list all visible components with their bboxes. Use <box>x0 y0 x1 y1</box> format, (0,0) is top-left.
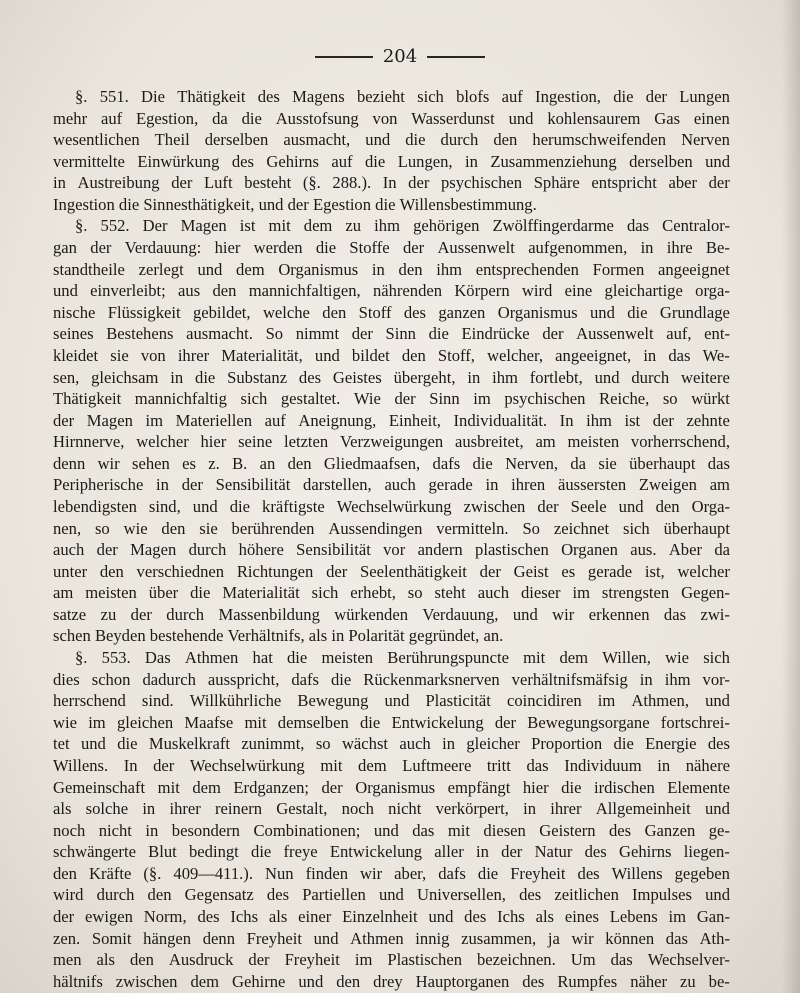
text-line: kleidet sie von ihrer Materialität, und bildet den Stoff, welcher, angeeignet, in das We- <box>53 345 730 365</box>
page-number: 204 <box>382 46 418 67</box>
text-line: dies schon dadurch ausspricht, dafs die Rückenmarksnerven verhältnifsmäfsig in ihm vor- <box>53 669 730 689</box>
text-line: Thätigkeit mannichfaltig sich gestaltet. Wie der Sinn im psychischen Reiche, so würkt <box>53 389 730 409</box>
text-line: schen Beyden bestehende Verhältnifs, als in Polarität gegründet, an. <box>53 626 504 646</box>
text-line: der ewigen Norm, des Ichs als einer Einzelnheit und des Ichs als eines Lebens im Gan- <box>53 906 730 926</box>
text-line: Ingestion die Sinnesthätigkeit, und der Egestion die Willensbestimmung. <box>53 194 537 214</box>
text-line: herrschend sind. Willkührliche Bewegung und Plasticität coincidiren im Athmen, und <box>53 691 730 711</box>
text-line: wird durch den Gegensatz des Partiellen und Universellen, des zeitlichen Impulses und <box>53 885 730 905</box>
body-text <box>53 86 730 992</box>
text-line: den Kräfte (§. 409—411.). Nun finden wir aber, dafs die Freyheit des Willens gegeben <box>53 863 730 883</box>
text-line: noch nicht in besondern Combinationen; und das mit diesen Geistern des Ganzen ge- <box>53 820 730 840</box>
text-line: wie im gleichen Maafse mit demselben die Entwickelung der Bewegungsorgane fortschrei- <box>53 712 730 732</box>
text-line: schwängerte Blut bedingt die freye Entwickelung aller in der Natur des Gehirns liegen- <box>53 842 730 862</box>
text-line: als solche in ihrer reinern Gestalt, noch nicht verkörpert, in ihrer Allgemeinheit und <box>53 799 730 819</box>
text-line: nische Flüssigkeit gebildet, welche den Stoff des ganzen Organismus und die Grundlage <box>53 302 730 322</box>
text-line: men als den Ausdruck der Freyheit im Plastischen bezeichnen. Um das Wechselver- <box>53 950 730 970</box>
text-line: seines Bestehens ausmacht. So nimmt der Sinn die Eindrücke der Aussenwelt auf, ent- <box>53 324 730 344</box>
text-line: in Austreibung der Luft besteht (§. 288.). In der psychischen Sphäre entspricht aber der <box>53 173 730 193</box>
text-line: standtheile zerlegt und dem Organismus in den ihm entsprechenden Formen angeeignet <box>53 259 730 279</box>
header-rule-right <box>427 56 485 58</box>
page-header <box>0 46 800 67</box>
text-line: zen. Somit hängen denn Freyheit und Athmen innig zusammen, ja wir können das Ath- <box>53 928 730 948</box>
text-line: auch der Magen durch höhere Sensibilität vor andern plastischen Organen aus. Aber da <box>53 540 730 560</box>
text-line: lebendigsten sind, und die kräftigste Wechselwürkung zwischen der Seele und den Orga- <box>53 496 730 516</box>
text-line: wesentlichen Theil derselben ausmacht, und die durch den herumschweifenden Nerven <box>53 130 730 150</box>
text-line: vermittelte Einwürkung des Gehirns auf die Lungen, in Zusammenziehung derselben und <box>53 151 730 171</box>
text-line: mehr auf Egestion, da die Ausstofsung von Wasserdunst und kohlensaurem Gas einen <box>53 108 730 128</box>
text-line: gan der Verdauung: hier werden die Stoffe der Aussenwelt aufgenommen, in ihre Be- <box>53 238 730 258</box>
text-line: §. 553. Das Athmen hat die meisten Berührungspuncte mit dem Willen, wie sich <box>75 648 730 668</box>
text-line: sen, gleichsam in die Substanz des Geistes übergeht, in ihm fortlebt, und durch weitere <box>53 367 730 387</box>
text-line: und einverleibt; aus den mannichfaltigen, nährenden Körpern wird eine gleichartige orga- <box>53 281 730 301</box>
text-line: satze zu der durch Massenbildung würkenden Verdauung, und wir erkennen das zwi- <box>53 604 730 624</box>
header-rule-left <box>315 56 373 58</box>
text-line: am meisten über die Materialität sich erhebt, so steht auch dieser im strengsten Gegen- <box>53 583 730 603</box>
text-line: Gemeinschaft mit dem Erdganzen; der Organismus empfängt hier die irdischen Elemente <box>53 777 730 797</box>
text-line: §. 551. Die Thätigkeit des Magens bezieht sich blofs auf Ingestion, die der Lungen <box>75 87 730 106</box>
text-line: nen, so wie den sie berührenden Aussendingen vermitteln. So zeichnet sich überhaupt <box>53 518 730 538</box>
text-line: der Magen im Materiellen auf Aneignung, Einheit, Individualität. In ihm ist der zehnte <box>53 410 730 430</box>
text-line: unter den verschiednen Richtungen der Seelenthätigkeit der Geist es gerade ist, welcher <box>53 561 730 581</box>
text-line: hältnifs zwischen dem Gehirne und den drey Hauptorganen des Rumpfes näher zu be- <box>53 971 730 991</box>
text-line: §. 552. Der Magen ist mit dem zu ihm gehörigen Zwölffingerdarme das Centralor- <box>75 216 730 236</box>
page-edge-shadow <box>782 0 800 993</box>
text-line: denn wir sehen es z. B. an den Gliedmaafsen, dafs die Nerven, da sie überhaupt das <box>53 453 730 473</box>
text-line: Peripherische in der Sensibilität darstellen, auch gerade in ihren äussersten Zweigen am <box>53 475 730 495</box>
text-line: tet und die Muskelkraft zunimmt, so wächst auch in gleicher Proportion die Energie des <box>53 734 730 754</box>
text-line: Willens. In der Wechselwürkung mit dem Luftmeere tritt das Individuum in nähere <box>53 755 730 775</box>
text-line: Hirnnerve, welcher hier seine letzten Verzweigungen ausbreitet, am meisten vorherrschend, <box>53 432 730 452</box>
